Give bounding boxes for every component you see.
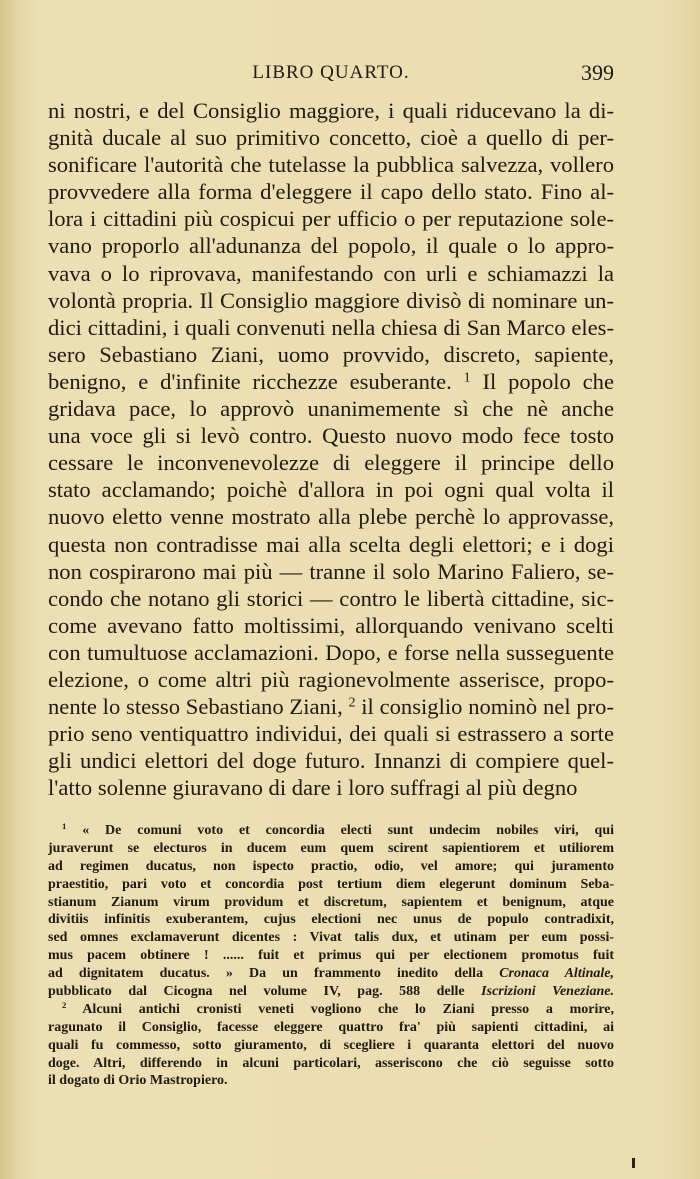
text-line: volontà propria. Il Consiglio maggiore divisò di nominare un- — [48, 287, 614, 313]
printer-mark — [632, 1158, 635, 1168]
footnote-text: pubblicato dal Cicogna nel volume IV, pag. 588 delle — [48, 984, 465, 1000]
footnote-line: sed omnes exclamaverunt dicentes : Vivat talis dux, et utinam per eum possi- — [48, 930, 614, 946]
footnote-text: ad dignitatem ducatus. » Da un frammento inedito della — [48, 966, 484, 982]
body-text — [48, 97, 614, 801]
text-line: gridava pace, lo approvò unanimemente sì che nè anche — [48, 396, 614, 422]
text-segment: il consiglio nominò nel pro- — [361, 694, 614, 720]
footnote-line — [48, 822, 614, 840]
footnote-line: doge. Altri, differendo in alcuni particolari, asseriscono che ciò seguisse sotto — [48, 1055, 614, 1071]
text-segment: nente lo stesso Sebastiano Ziani, — [48, 694, 343, 720]
page-header — [48, 60, 614, 88]
text-line — [48, 368, 614, 395]
text-segment: benigno, e d'infinite ricchezze esuberante. — [48, 368, 452, 394]
footnote-marker-2: 2 — [62, 1000, 67, 1011]
cronaca-title: Cronaca Altinale, — [499, 966, 614, 982]
text-line: elezione, o come altri più ragionevolmente asserisce, propo- — [48, 666, 614, 692]
text-line: vava o lo riprovava, manifestando con urli e schiamazzi la — [48, 260, 614, 286]
footnote-line — [48, 983, 614, 1001]
text-line: provvedere alla forma d'eleggere il capo dello stato. Fino al- — [48, 179, 614, 205]
footnote-line: il dogato di Orio Mastropiero. — [48, 1073, 228, 1089]
text-line: cessare le inconvenevolezze di eleggere il principe dello — [48, 450, 614, 476]
footnote-line: ad regimen ducatus, non ispecto practio, odio, vel amore; qui juramento — [48, 858, 614, 874]
running-head: LIBRO QUARTO. — [252, 62, 410, 83]
footnote-line: juraverunt se electuros in ducem eum quem scirent sapientiorem et utiliorem — [48, 840, 614, 856]
text-line: vano proporlo all'adunanza del popolo, il quale o lo appro- — [48, 233, 614, 259]
footnote-text: Alcuni antichi cronisti veneti vogliono che lo Ziani presso a morire, — [82, 1001, 614, 1017]
text-line: stato acclamando; poichè d'allora in poi ogni qual volta il — [48, 477, 614, 503]
text-line: prio seno ventiquattro individui, dei quali si estrassero a sorte — [48, 721, 614, 747]
iscrizioni-title: Iscrizioni Veneziane. — [481, 984, 614, 1000]
text-line: lora i cittadini più cospicui per ufficio o per reputazione sole- — [48, 206, 614, 232]
page-number: 399 — [581, 60, 614, 85]
footnote-line: mus pacem obtinere ! ...... fuit et primus qui per electionem promotus fuit — [48, 948, 614, 964]
text-line: sero Sebastiano Ziani, uomo provvido, discreto, sapiente, — [48, 341, 614, 367]
footnote-text: « De comuni voto et concordia electi sunt undecim nobiles viri, qui — [82, 823, 614, 838]
text-line: con tumultuose acclamazioni. Dopo, e forse nella susseguente — [48, 639, 614, 665]
footnote-line: quali fu commesso, sotto giuramento, di scegliere i quaranta elettori del nuovo — [48, 1037, 614, 1053]
footnote-line: stianum Zianum virum providum et discretum, sapientem et benignum, atque — [48, 894, 614, 910]
footnotes — [48, 822, 614, 1090]
text-line: non cospirarono mai più — tranne il solo Marino Faliero, se- — [48, 558, 614, 584]
footnote-marker-1: 1 — [62, 822, 67, 832]
text-line: condo che notano gli storici — contro le libertà cittadine, sic- — [48, 585, 614, 611]
footnote-line — [48, 1001, 614, 1019]
text-line: dici cittadini, i quali convenuti nella chiesa di San Marco eles- — [48, 314, 614, 340]
text-line: nuovo eletto venne mostrato alla plebe perchè lo approvasse, — [48, 504, 614, 530]
footnote-line: ragunato il Consiglio, facesse eleggere quattro fra' più sapienti cittadini, ai — [48, 1019, 614, 1035]
footnote-line — [48, 965, 614, 983]
text-line: gli undici elettori del doge futuro. Innanzi di compiere quel- — [48, 748, 614, 774]
footnote-ref-2[interactable]: 2 — [348, 695, 356, 711]
text-line: ni nostri, e del Consiglio maggiore, i quali riducevano la di- — [48, 98, 614, 123]
text-line: l'atto solenne giuravano di dare i loro suffragi al più degno — [48, 775, 578, 801]
text-line: come avevano fatto moltissimi, allorquando venivano scelti — [48, 612, 614, 638]
text-line: gnità ducale al suo primitivo concetto, cioè a quello di per- — [48, 125, 614, 151]
text-line: una voce gli si levò contro. Questo nuovo modo fece tosto — [48, 423, 614, 449]
text-line: questa non contradisse mai alla scelta degli elettori; e i dogi — [48, 531, 614, 557]
footnote-line: praestitio, pari voto et concordia post tertium diem elegerunt dominum Seba- — [48, 876, 614, 892]
footnote-ref-1[interactable]: 1 — [463, 370, 471, 386]
footnote-line: divitiis infinitis exuberantem, cujus electioni nec unus de populo contradixit, — [48, 912, 614, 928]
text-line — [48, 693, 614, 720]
text-line: sonificare l'autorità che tutelasse la pubblica salvezza, vollero — [48, 152, 614, 178]
text-segment: Il popolo che — [482, 368, 614, 394]
